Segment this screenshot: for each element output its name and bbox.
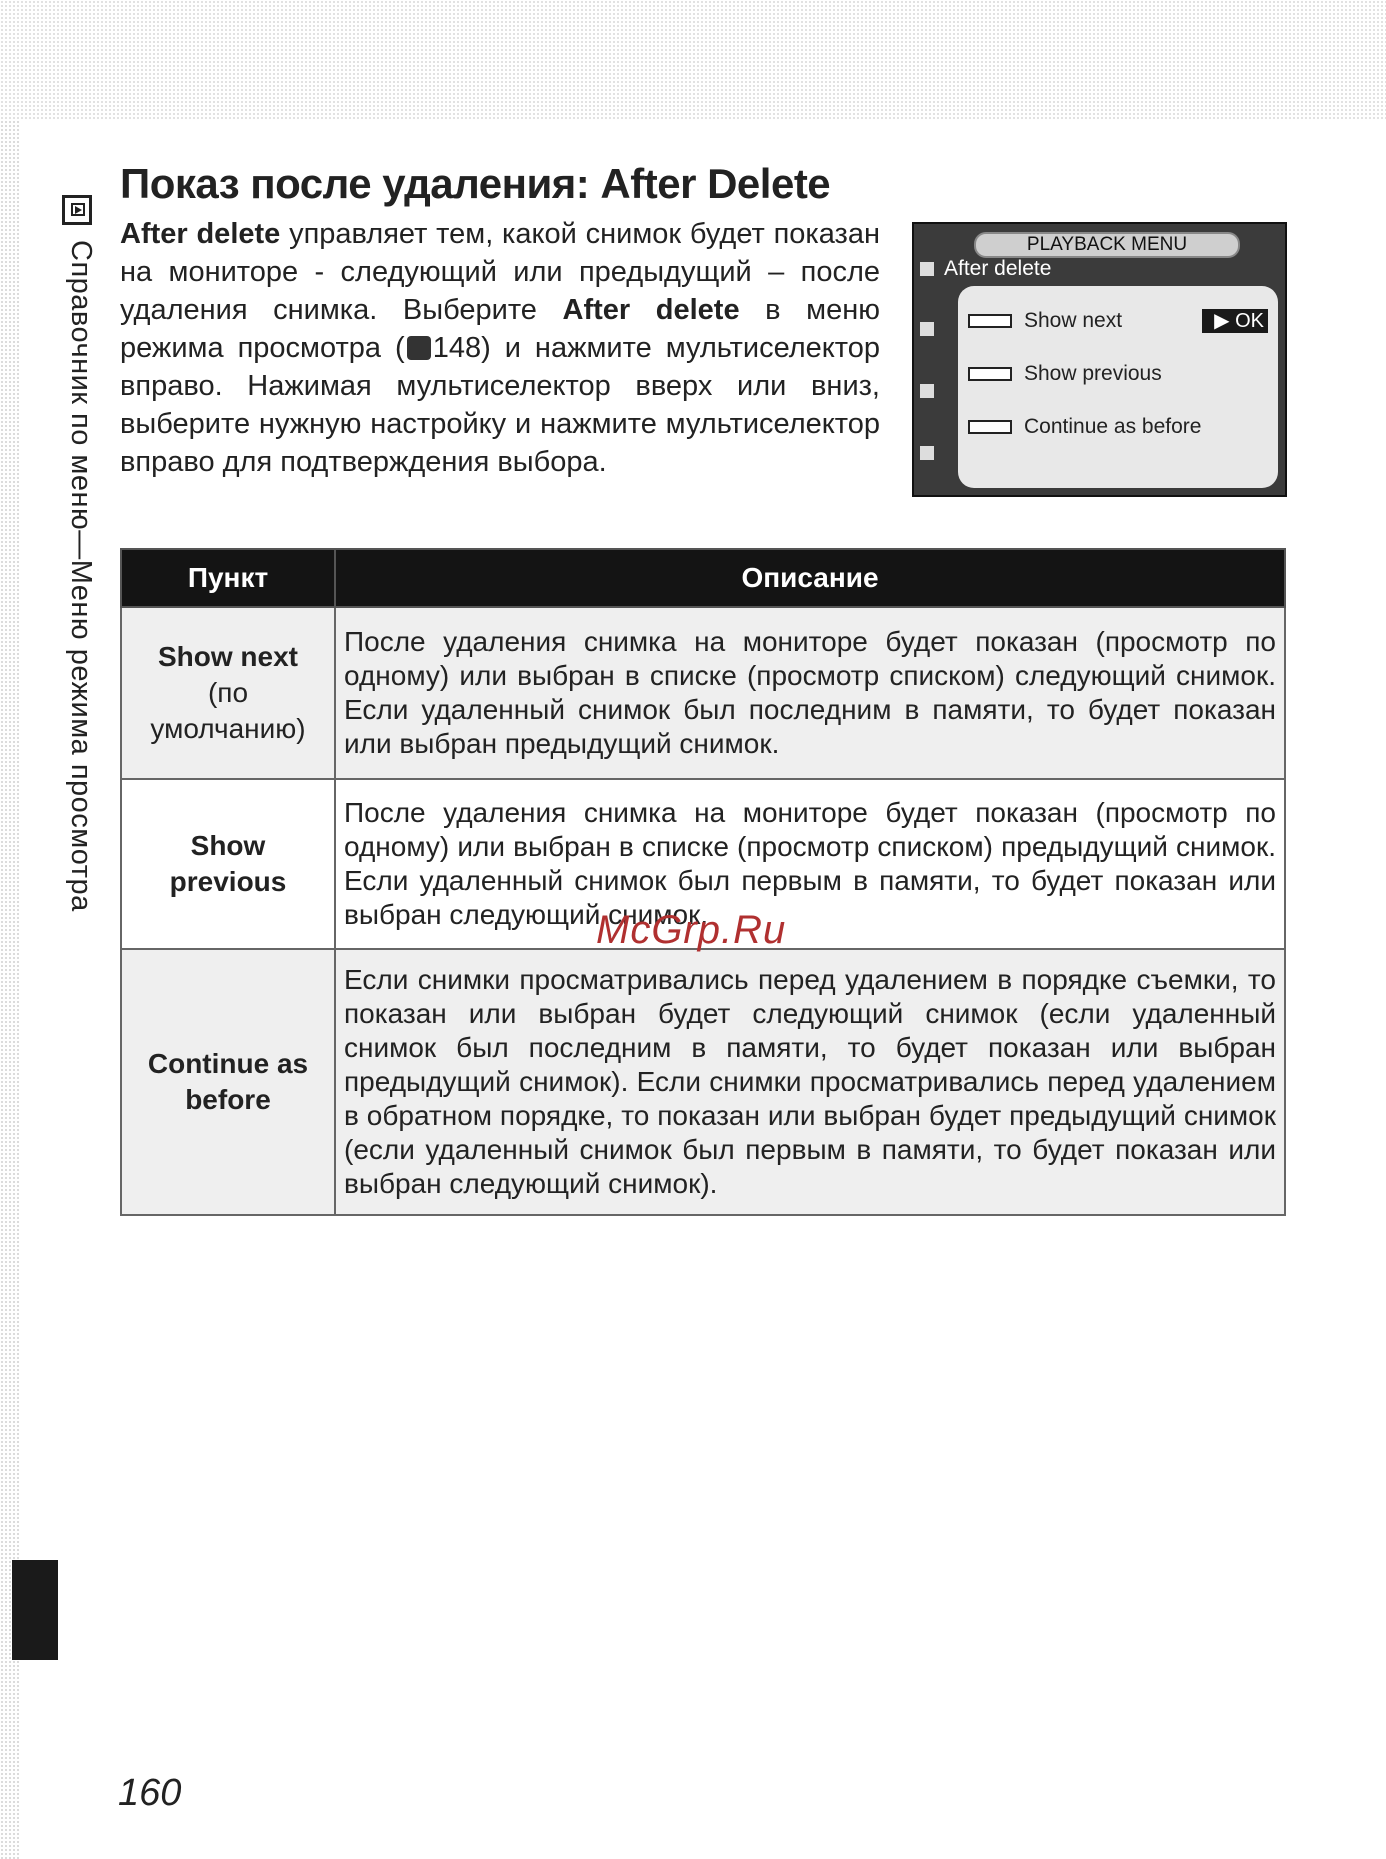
- section-marker: [12, 1560, 58, 1660]
- watermark: McGrp.Ru: [596, 908, 787, 952]
- camera-screen: [912, 222, 1287, 497]
- screen-menu-title: After delete: [944, 257, 1052, 280]
- page-ref-icon: [407, 336, 431, 360]
- column-header-description: Описание: [335, 549, 1285, 607]
- show-previous-icon: [968, 367, 1012, 381]
- camera-menu-icon: [920, 322, 934, 336]
- table-row: [121, 949, 1285, 1215]
- scan-noise-top: [0, 0, 1386, 120]
- continue-icon: [968, 420, 1012, 434]
- intro-text-2: в меню режима просмотра (: [120, 294, 880, 364]
- screen-options-panel: [958, 286, 1278, 488]
- option-show-previous[interactable]: [968, 359, 1268, 389]
- option-label: Show next: [1024, 309, 1123, 332]
- column-header-item: Пункт: [121, 549, 335, 607]
- item-cell: [121, 949, 335, 1215]
- item-name: Show previous: [169, 830, 287, 897]
- side-tab: [62, 190, 98, 1040]
- table-header-row: [121, 549, 1285, 607]
- option-show-next[interactable]: [968, 306, 1268, 336]
- description-cell: Если снимки просматривались перед удалением в порядке съемки, то показан или выбран будет следующий снимок (если удаленный снимок был последним в памяти, то будет показан или выбран предыдущий снимок). Если снимки просматривались перед удалением в обратном порядке, то показан или выбран будет предыдущий снимок (если удаленный снимок был первым в памяти, то будет показан или выбран следующий снимок).: [335, 949, 1285, 1215]
- intro-paragraph: [120, 215, 880, 481]
- page-title: Показ после удаления: After Delete: [120, 160, 831, 207]
- intro-term-1: After delete: [120, 218, 281, 250]
- option-label: Show previous: [1024, 362, 1162, 385]
- item-cell: [121, 779, 335, 949]
- show-next-icon: [968, 314, 1012, 328]
- intro-ref-page: 148: [432, 332, 482, 364]
- description-cell: После удаления снимка на мониторе будет показан (просмотр по одному) или выбран в списке (просмотр списком) следующий снимок. Если удаленный снимок был последним в памяти, то будет показан или выбран предыдущий снимок.: [335, 607, 1285, 779]
- options-table: [120, 548, 1286, 1216]
- item-cell: [121, 607, 335, 779]
- side-tab-label: Справочник по меню—Меню режима просмотра: [65, 240, 97, 912]
- table-row: [121, 607, 1285, 779]
- playback-menu-icon: [920, 262, 934, 276]
- ok-indicator: ▶ OK: [1202, 309, 1268, 333]
- page-number: 160: [118, 1772, 182, 1814]
- intro-text-1: управляет тем, какой снимок будет показан на мониторе - следующий или предыдущий – после удаления снимка. Выберите: [120, 218, 880, 326]
- screen-header: PLAYBACK MENU: [974, 232, 1240, 258]
- description-cell: После удаления снимка на мониторе будет показан (просмотр по одному) или выбран в списке (просмотр списком) предыдущий снимок. Если удаленный снимок был первым в памяти, то будет показан или выбран следующий снимок.: [335, 779, 1285, 949]
- intro-term-2: After delete: [562, 294, 740, 326]
- playback-icon: [62, 195, 92, 225]
- option-label: Continue as before: [1024, 415, 1202, 438]
- item-name: Continue as before: [147, 1048, 309, 1115]
- item-note: (по умолчанию): [150, 677, 306, 744]
- option-continue-as-before[interactable]: [968, 412, 1268, 442]
- item-name: Show next: [157, 641, 298, 672]
- wrench-menu-icon: [920, 446, 934, 460]
- pencil-menu-icon: [920, 384, 934, 398]
- intro-text-3: ) и нажмите мультиселектор вправо. Нажимая мультиселектор вверх или вниз, выберите нужную настройку и нажмите мультиселектор вправо для подтверждения выбора.: [120, 332, 881, 478]
